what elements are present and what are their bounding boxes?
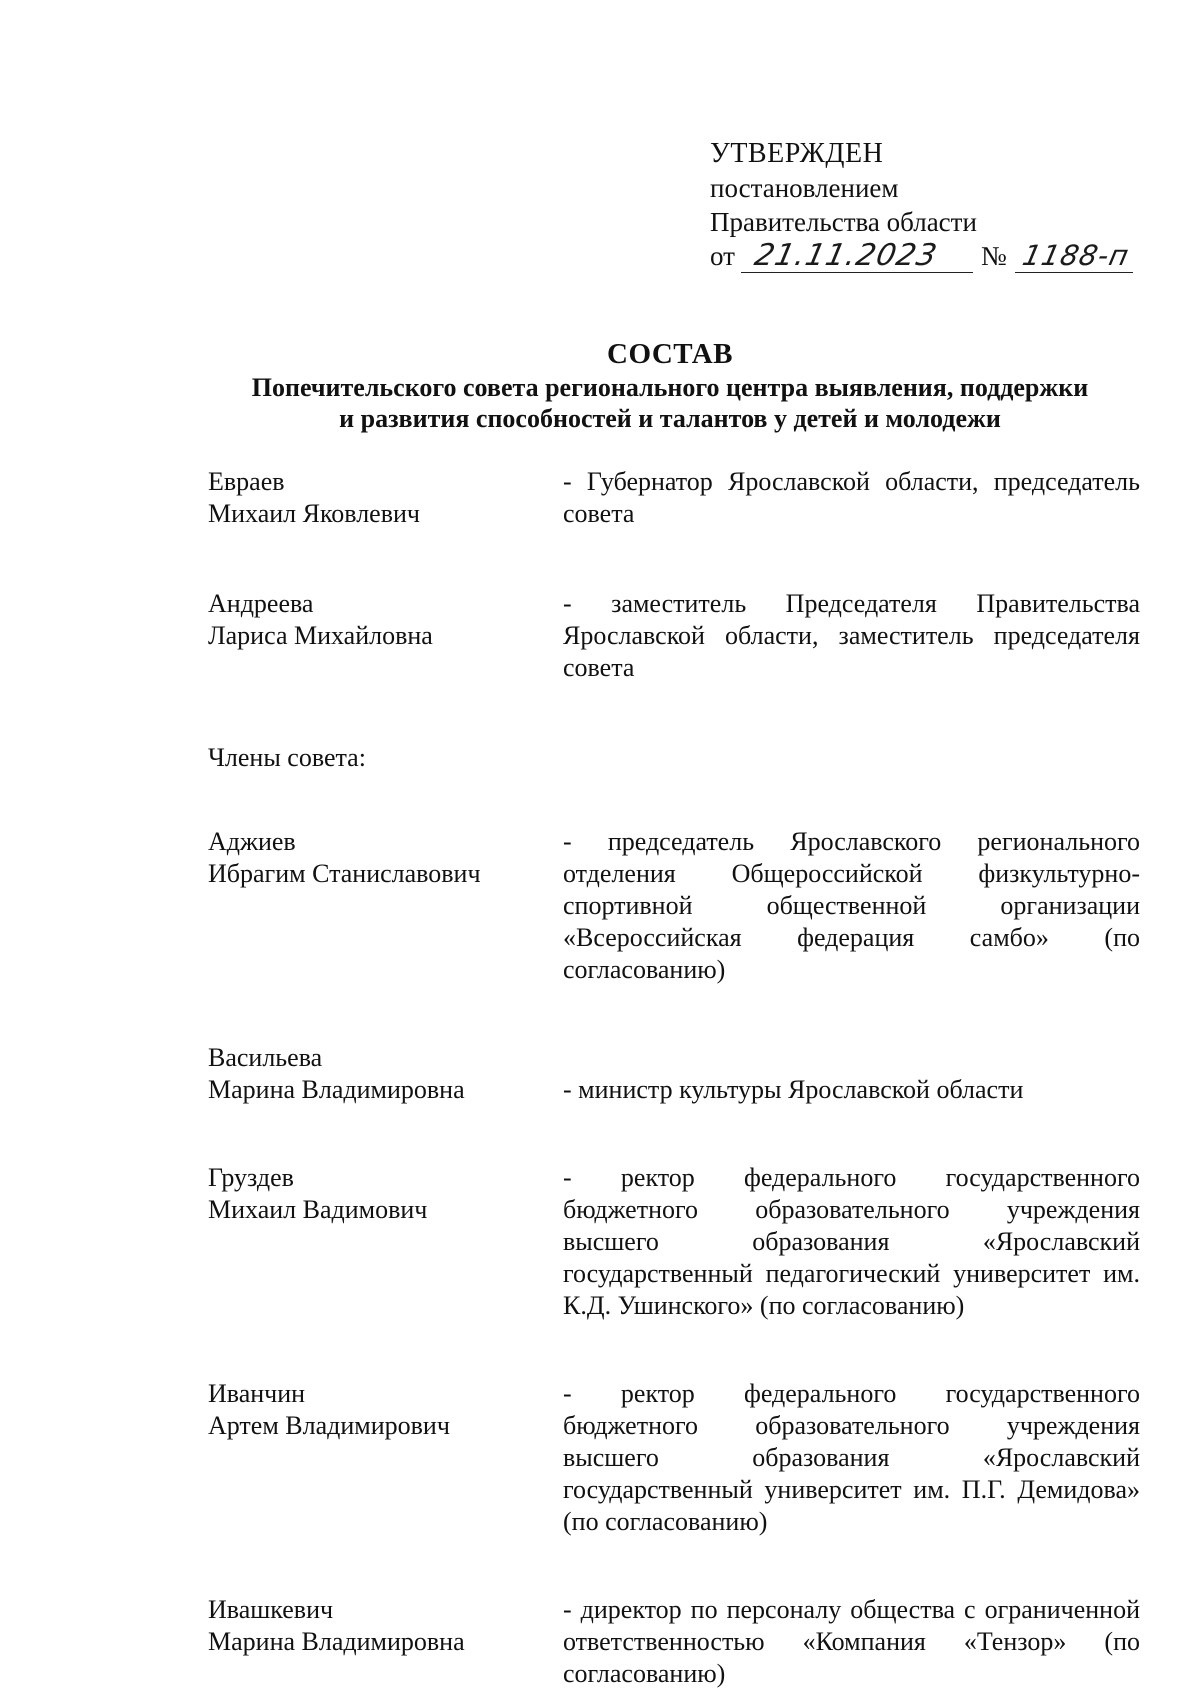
member-entry	[208, 1042, 1140, 1106]
approval-line-3: Правительства области	[710, 207, 977, 237]
member-role: - ректор федерального государственного бюджетного образовательного учреждения высшего образования «Ярославский государственный педагогический университет им. К.Д. Ушинского» (по согласованию)	[563, 1163, 1140, 1320]
member-given-names: Михаил Вадимович	[208, 1195, 428, 1224]
handwritten-number: 1188-п	[1019, 239, 1133, 272]
approval-stamp	[710, 137, 1133, 273]
approval-date-number-line	[710, 239, 1133, 273]
title-heading: СОСТАВ	[607, 338, 733, 370]
title-subheading-2: и развития способностей и талантов у детей и молодежи	[339, 404, 1001, 433]
member-name	[208, 1594, 563, 1690]
member-surname: Груздев	[208, 1163, 294, 1192]
member-surname: Иванчин	[208, 1379, 306, 1408]
member-given-names: Лариса Михайловна	[208, 621, 433, 650]
number-prefix: №	[980, 241, 1007, 271]
member-role: - заместитель Председателя Правительства Ярославской области, заместитель председателя совета	[563, 589, 1140, 682]
title-subheading-1: Попечительского совета регионального центра выявления, поддержки	[251, 373, 1089, 402]
document-title	[150, 336, 1190, 434]
member-name	[208, 1042, 563, 1106]
member-entry	[208, 466, 1140, 530]
member-name	[208, 466, 563, 530]
member-role: - председатель Ярославского регионального отделения Общероссийской физкультурно-спортивной общественной организации «Всероссийская федерация самбо» (по согласованию)	[563, 827, 1140, 984]
member-entry	[208, 588, 1140, 684]
member-entry	[208, 1594, 1140, 1690]
member-surname: Андреева	[208, 589, 314, 618]
member-surname: Аджиев	[208, 827, 296, 856]
member-entry	[208, 1378, 1140, 1538]
member-name	[208, 1378, 563, 1538]
member-name	[208, 826, 563, 986]
member-name	[208, 1162, 563, 1322]
member-role: - министр культуры Ярославской области	[563, 1075, 1024, 1104]
member-surname: Васильева	[208, 1043, 323, 1072]
date-blank	[741, 238, 973, 273]
approval-heading: УТВЕРЖДЕН	[710, 138, 884, 169]
member-given-names: Артем Владимирович	[208, 1411, 450, 1440]
member-role: - Губернатор Ярославской области, председатель совета	[563, 467, 1140, 528]
member-role: - ректор федерального государственного бюджетного образовательного учреждения высшего образования «Ярославский государственный университет им. П.Г. Демидова» (по согласованию)	[563, 1379, 1140, 1536]
member-entry	[208, 826, 1140, 986]
member-surname: Ивашкевич	[208, 1595, 334, 1624]
approval-line-2: постановлением	[710, 173, 899, 203]
member-given-names: Марина Владимировна	[208, 1627, 465, 1656]
member-name	[208, 588, 563, 684]
handwritten-date: 21.11.2023	[751, 238, 941, 273]
member-list	[208, 466, 1140, 1690]
date-prefix: от	[710, 241, 735, 271]
member-given-names: Михаил Яковлевич	[208, 499, 420, 528]
member-given-names: Ибрагим Станиславович	[208, 859, 481, 888]
member-surname: Евраев	[208, 467, 285, 496]
members-section-label: Члены совета:	[208, 743, 366, 772]
member-entry	[208, 1162, 1140, 1322]
number-blank	[1015, 239, 1133, 273]
member-role: - директор по персоналу общества с ограниченной ответственностью «Компания «Тензор» (по согласованию)	[563, 1595, 1140, 1688]
member-given-names: Марина Владимировна	[208, 1075, 465, 1104]
